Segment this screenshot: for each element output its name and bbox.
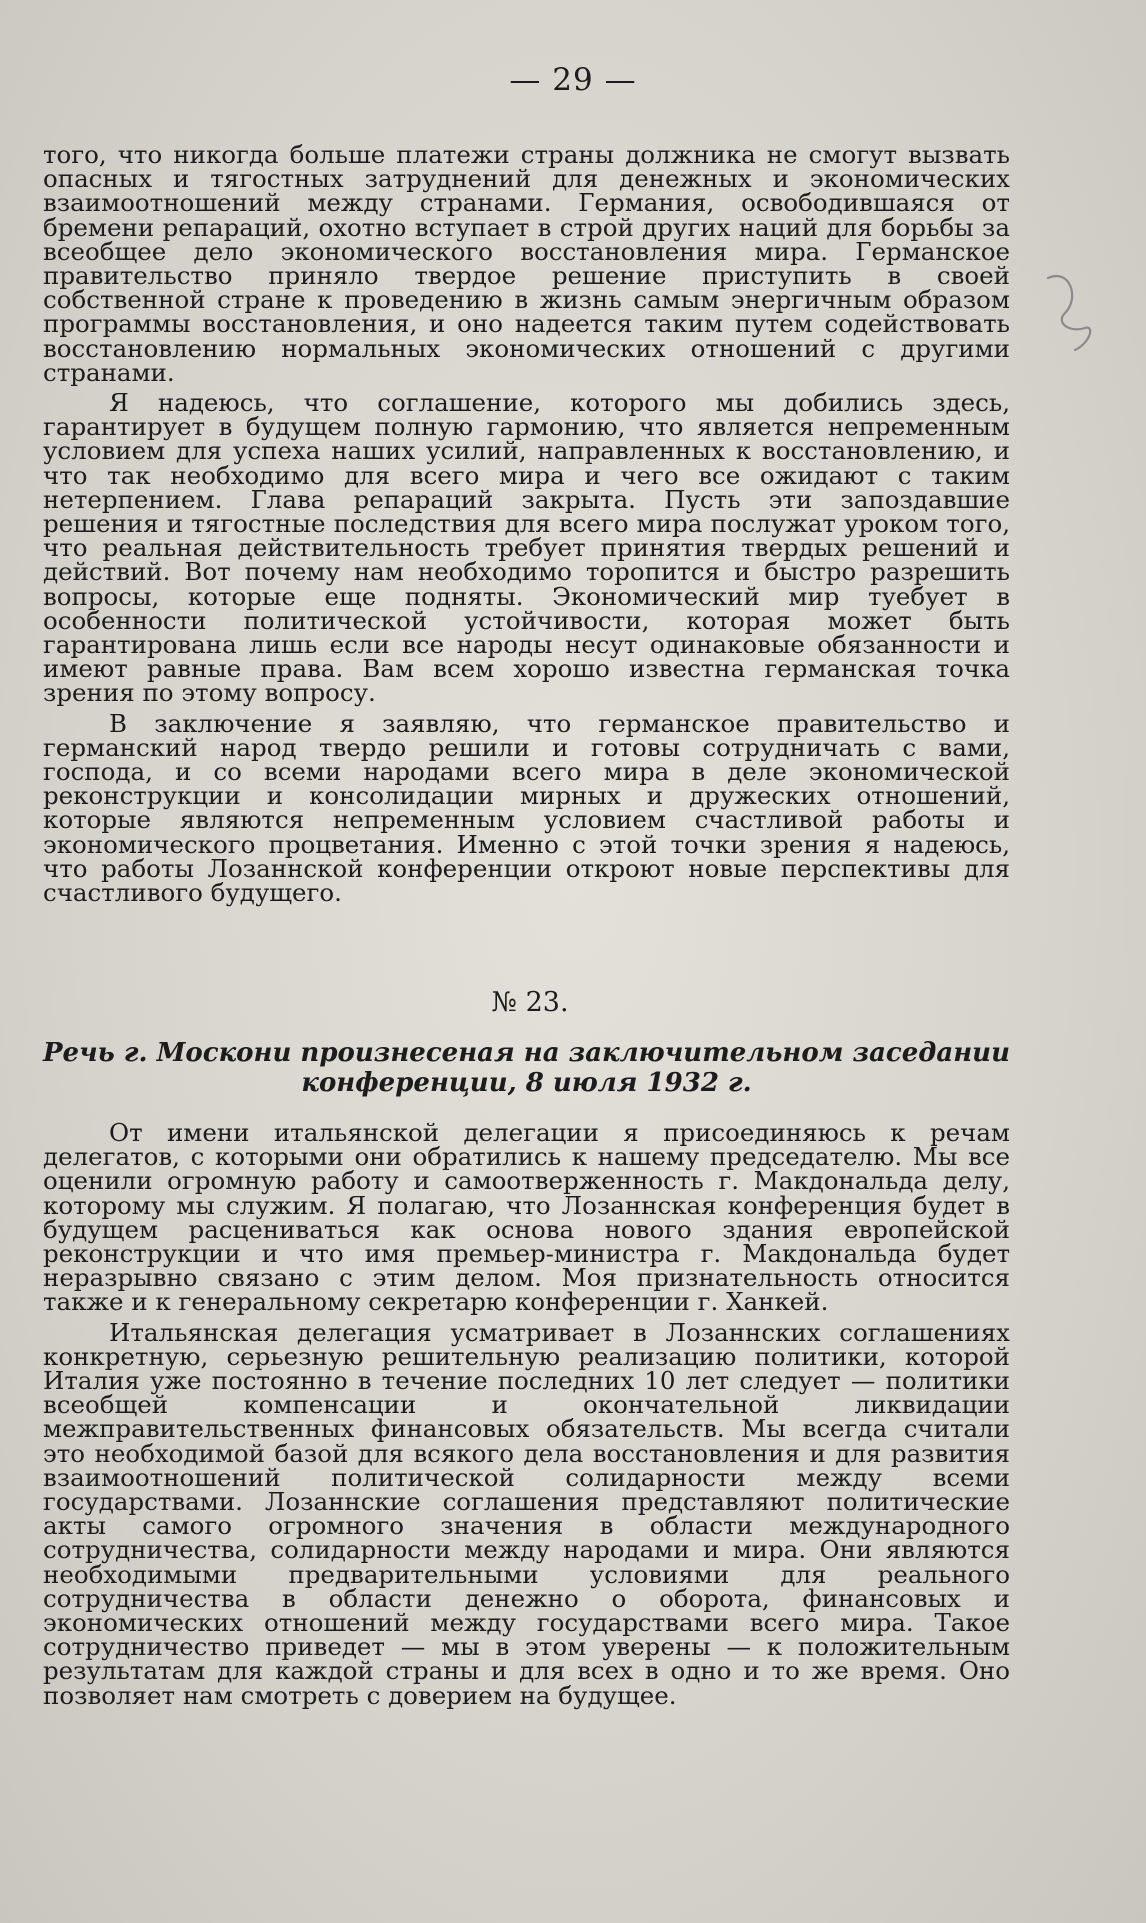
german-speech-continuation — [43, 140, 1010, 908]
handwritten-margin-mark — [1040, 268, 1100, 358]
paragraph: того, что никогда больше платежи страны должника не смогут вызвать опасных и тягостных затруднений для денежных и экономических взаимоотношений между странами. Германия, освободившаяся от бремени репараций, охотно вступает в строй других наций для борьбы за всеобщее дело экономического восстановления мира. Германское правительство приняло твердое решение приступить в своей собственной стране к проведению в жизнь самым энергичным образом программы восстановления, и оно надеется таким путем содействовать восстановлению нормальных экономических отношений с другими странами. — [43, 140, 1010, 387]
paragraph: От имени итальянской делегации я присоединяюсь к речам делегатов, с которыми они обратились к нашему председателю. Мы все оценили огромную работу и самоотверженность г. Макдональда делу, которому мы служим. Я полагаю, что Лозаннская конференция будет в будущем расцениваться как основа нового здания европейской реконструкции и что имя премьер-министра г. Макдональда будет неразрывно связано с этим делом. Моя признательность относится также и к генеральному секретарю конференции г. Ханкей. — [43, 1118, 1010, 1317]
document-number: № 23. — [491, 987, 569, 1018]
paragraph: Я надеюсь, что соглашение, которого мы добились здесь, гарантирует в будущем полную гармонию, что является непременным условием для успеха наших усилий, направленных к восстановлению, и что так необходимо для всего мира и чего все ожидают с таким нетерпением. Глава репараций закрыта. Пусть эти запоздавшие решения и тягостные последствия для всего мира послужат уроком того, что реальная действительность требует принятия твердых решений и действий. Вот почему нам необходимо торопится и быстро разрешить вопросы, которые еще подняты. Экономический мир туебует в особенности политической устойчивости, которая может быть гарантирована лишь если все народы несут одинаковые обязанности и имеют равные права. Вам всем хорошо известна германская точка зрения по этому вопросу. — [43, 388, 1010, 708]
mosconi-speech — [43, 1118, 1010, 1710]
speech-title: Речь г. Москони произнесеная на заключительном заседании конференции, 8 июля 1932 г. — [43, 1038, 1010, 1098]
paragraph: Итальянская делегация усматривает в Лозаннских соглашениях конкретную, серьезную решительную реализацию политики, которой Италия уже постоянно в течение последних 10 лет следует — политики всеобщей компенсации и окончательной ликвидации межправительственных финансовых обязательств. Мы всегда считали это необходимой базой для всякого дела восстановления и для развития взаимоотношений политической солидарности между всеми государствами. Лозаннские соглашения представляют политические акты самого огромного значения в области международного сотрудничества, солидарности между народами и мира. Они являются необходимыми предварительными условиями для реального сотрудничества в области денежно о оборота, финансовых и экономических отношений между государствами всего мира. Такое сотрудничество приведет — мы в этом уверены — к положительным результатам для каждой страны и для всех в одно и то же время. Оно позволяет нам смотреть с доверием на будущее. — [43, 1317, 1010, 1710]
paragraph: В заключение я заявляю, что германское правительство и германский народ твердо решили и готовы сотрудничать с вами, господа, и со всеми народами всего мира в деле экономической реконструкции и консолидации мирных и дружеских отношений, которые являются непременным условием счастливой работы и экономического процветания. Именно с этой точки зрения я надеюсь, что работы Лозаннской конференции откроют новые перспективы для счастливого будущего. — [43, 708, 1010, 908]
page-number: — 29 — — [509, 62, 637, 98]
